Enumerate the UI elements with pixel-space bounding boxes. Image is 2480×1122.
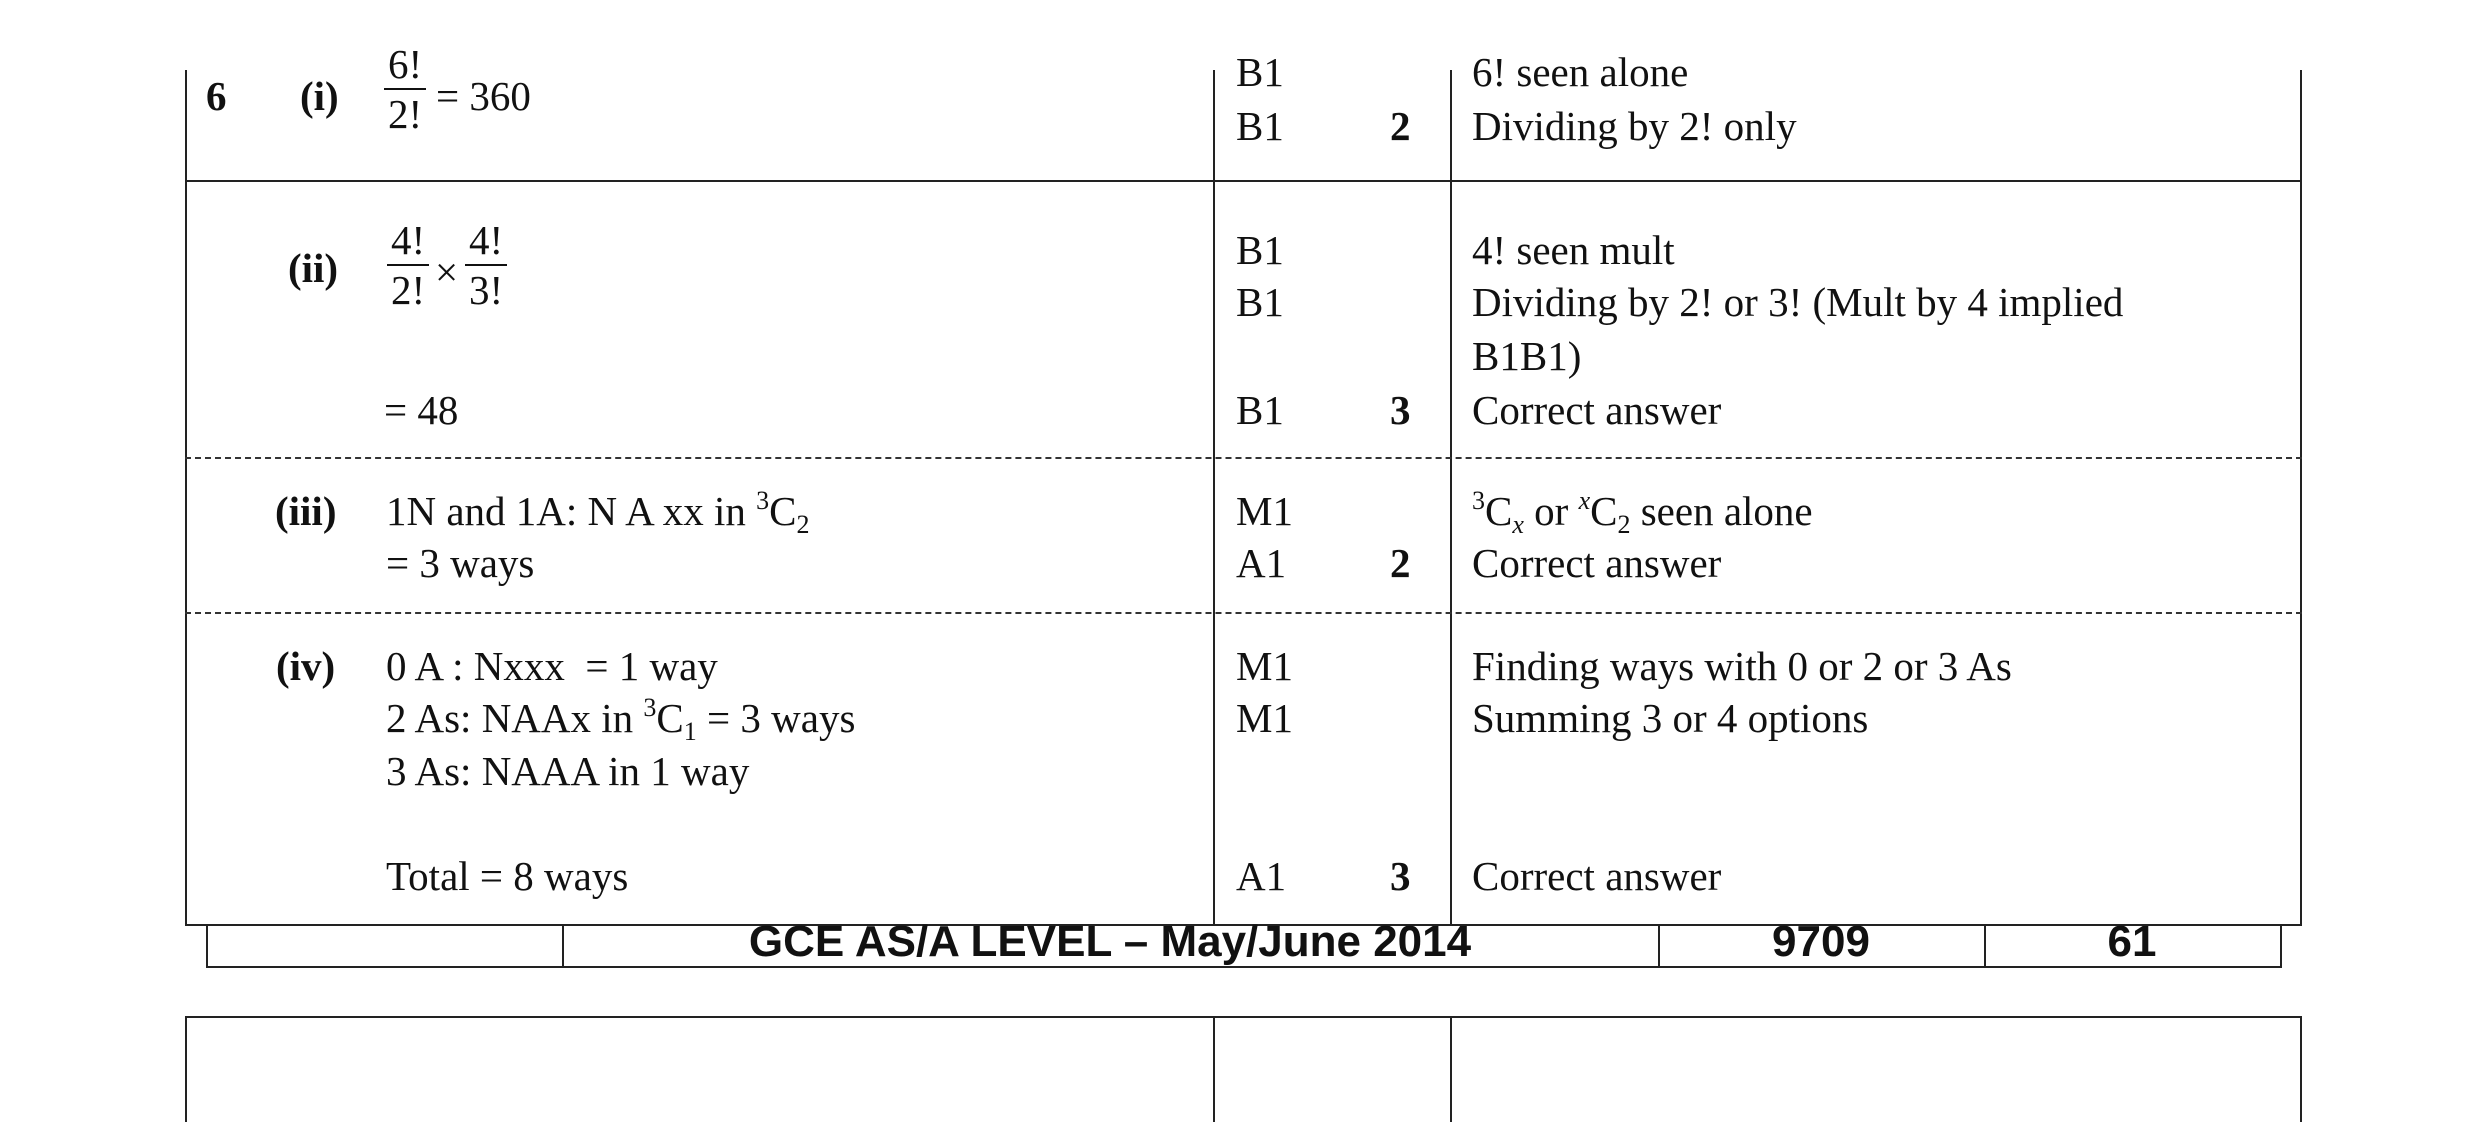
guidance-text — [1472, 485, 1813, 537]
table-divider-marks — [1213, 70, 1215, 926]
guidance-text: Summing 3 or 4 options — [1472, 695, 1869, 741]
mark-total: 2 — [1390, 540, 1411, 586]
working-line — [386, 485, 810, 537]
table-divider-guidance — [1450, 70, 1452, 926]
fraction-numerator: 4! — [387, 216, 429, 266]
guidance-text: Dividing by 2! or 3! (Mult by 4 implied — [1472, 279, 2124, 325]
part-label: (i) — [300, 73, 339, 119]
fraction-denominator: 2! — [391, 267, 426, 313]
table-border-left — [185, 70, 187, 926]
mark-code: B1 — [1236, 227, 1284, 273]
guidance-text: Correct answer — [1472, 387, 1722, 433]
subscript: x — [1512, 510, 1524, 539]
guidance-text: B1B1) — [1472, 333, 1582, 379]
working-line: 0 A : Nxxx = 1 way — [386, 643, 718, 689]
fraction — [465, 216, 507, 314]
mark-code: A1 — [1236, 853, 1287, 899]
working-line: = 3 ways — [386, 540, 535, 586]
part-label: (iv) — [276, 643, 336, 689]
fraction-numerator: 6! — [384, 40, 426, 90]
guidance-fragment: C — [1485, 488, 1513, 534]
answer-value: = 360 — [436, 73, 531, 119]
paper-number: 61 — [2107, 917, 2157, 966]
answer-value: = 48 — [384, 387, 459, 433]
table-border-right — [2300, 1016, 2302, 1122]
part-label: (ii) — [288, 245, 339, 291]
footer-border — [2280, 926, 2282, 967]
superscript: x — [1578, 486, 1591, 515]
working-line: 3 As: NAAA in 1 way — [386, 748, 750, 794]
row-separator-dashed — [185, 457, 2302, 459]
guidance-clip — [1472, 49, 1872, 96]
fraction-denominator: 3! — [469, 267, 504, 313]
subscript: 2 — [1617, 510, 1631, 539]
mark-code: M1 — [1236, 488, 1293, 534]
subscript: 2 — [796, 510, 810, 539]
guidance-text: Finding ways with 0 or 2 or 3 As — [1472, 643, 2012, 689]
working-line — [386, 692, 855, 744]
mark-total: 2 — [1390, 103, 1411, 149]
mark-code: B1 — [1236, 279, 1284, 325]
mark-code: M1 — [1236, 643, 1293, 689]
table-divider-marks — [1213, 1016, 1215, 1122]
fraction — [387, 216, 429, 314]
table-border-right — [2300, 70, 2302, 926]
table-border-left — [185, 1016, 187, 1122]
fraction — [384, 40, 426, 138]
syllabus-code: 9709 — [1772, 917, 1870, 966]
table-divider-guidance — [1450, 1016, 1452, 1122]
mark-code: B1 — [1236, 49, 1284, 95]
row-separator — [185, 180, 2302, 182]
working-text: C — [769, 488, 797, 534]
subscript: 1 — [683, 717, 697, 746]
footer-border — [206, 926, 208, 967]
exam-title: GCE AS/A LEVEL – May/June 2014 — [748, 917, 1472, 966]
working-text: 2 As: NAAx in — [386, 695, 644, 741]
part-label: (iii) — [275, 488, 337, 534]
guidance-text: Dividing by 2! only — [1472, 103, 1797, 149]
superscript: 3 — [1472, 486, 1485, 515]
guidance-text: Correct answer — [1472, 853, 1722, 899]
superscript: 3 — [643, 693, 657, 722]
guidance-text: 6! seen alone — [1472, 49, 1689, 95]
table-border-top — [185, 1016, 2302, 1018]
guidance-fragment: or — [1523, 488, 1579, 534]
working-text: C — [656, 695, 684, 741]
multiply-sign: × — [435, 249, 459, 295]
mark-code: B1 — [1236, 387, 1284, 433]
guidance-fragment: seen alone — [1630, 488, 1813, 534]
mark-total: 3 — [1390, 387, 1411, 433]
guidance-text: 4! seen mult — [1472, 227, 1675, 273]
mark-code: B1 — [1236, 103, 1284, 149]
working-text: 1N and 1A: N A xx in — [386, 488, 757, 534]
mark-code: A1 — [1236, 540, 1287, 586]
mark-total: 3 — [1390, 853, 1411, 899]
mark-code: M1 — [1236, 695, 1293, 741]
mark-clip — [1236, 49, 1316, 96]
guidance-fragment: C — [1590, 488, 1618, 534]
row-separator-dashed — [185, 612, 2302, 614]
question-number: 6 — [206, 73, 227, 119]
working-text: = 3 ways — [696, 695, 856, 741]
working-line: Total = 8 ways — [386, 853, 629, 899]
guidance-text: Correct answer — [1472, 540, 1722, 586]
superscript: 3 — [756, 486, 770, 515]
fraction-numerator: 4! — [465, 216, 507, 266]
fraction-denominator: 2! — [388, 91, 423, 137]
